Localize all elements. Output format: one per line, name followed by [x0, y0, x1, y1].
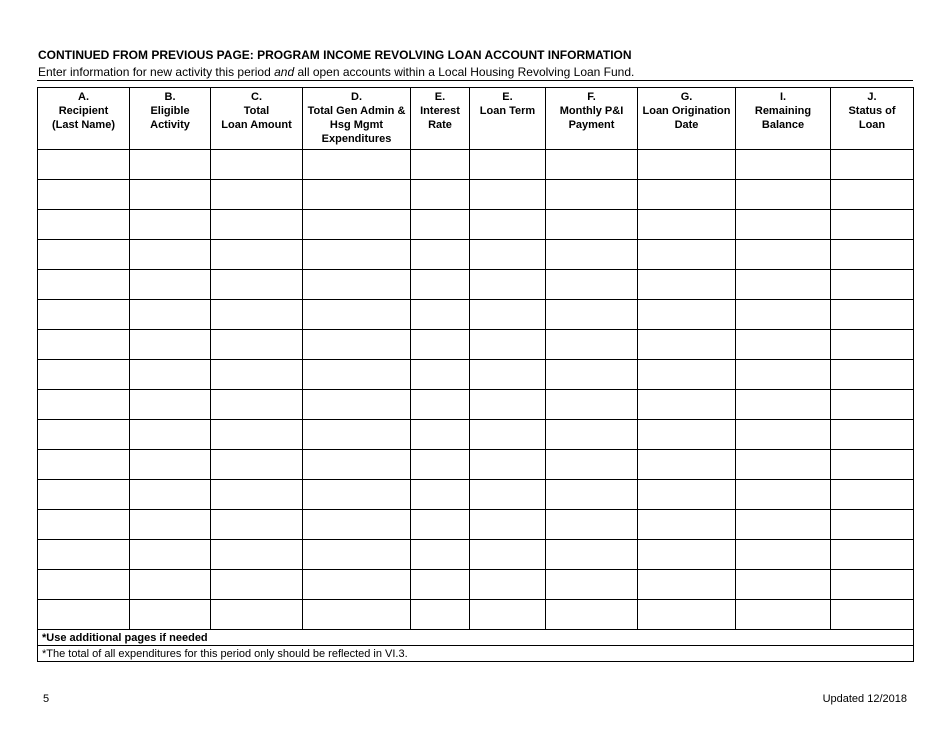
- column-letter: F.: [587, 91, 596, 103]
- table-cell[interactable]: [470, 600, 546, 630]
- table-row: [38, 150, 914, 180]
- table-header-row: [38, 88, 914, 150]
- table-cell[interactable]: [546, 540, 638, 570]
- table-cell[interactable]: [38, 270, 130, 300]
- table-cell[interactable]: [130, 150, 211, 180]
- table-cell[interactable]: [411, 510, 470, 540]
- table-row: [38, 180, 914, 210]
- table-row: [38, 540, 914, 570]
- table-row: [38, 420, 914, 450]
- table-cell[interactable]: [130, 390, 211, 420]
- table-row: [38, 570, 914, 600]
- table-cell[interactable]: [211, 390, 303, 420]
- table-cell[interactable]: [303, 180, 411, 210]
- table-cell[interactable]: [831, 510, 914, 540]
- column-header-eligible-activity: [130, 88, 211, 150]
- table-cell[interactable]: [470, 150, 546, 180]
- instructions-text-start: Enter information for new activity this period: [38, 65, 275, 79]
- table-cell[interactable]: [38, 510, 130, 540]
- table-cell[interactable]: [303, 600, 411, 630]
- column-header-recipient: [38, 88, 130, 150]
- table-cell[interactable]: [470, 420, 546, 450]
- table-cell[interactable]: [831, 390, 914, 420]
- column-letter: C.: [251, 91, 262, 103]
- table-cell[interactable]: [303, 570, 411, 600]
- table-cell[interactable]: [546, 480, 638, 510]
- table-cell[interactable]: [546, 510, 638, 540]
- table-cell[interactable]: [38, 240, 130, 270]
- table-cell[interactable]: [736, 330, 831, 360]
- table-cell[interactable]: [638, 390, 736, 420]
- table-row: [38, 300, 914, 330]
- table-cell[interactable]: [470, 390, 546, 420]
- column-header-monthly-payment: [546, 88, 638, 150]
- table-cell[interactable]: [38, 150, 130, 180]
- updated-date: Updated 12/2018: [822, 693, 907, 705]
- table-cell[interactable]: [211, 420, 303, 450]
- table-cell[interactable]: [831, 330, 914, 360]
- column-header-loan-status: [831, 88, 914, 150]
- table-cell[interactable]: [736, 510, 831, 540]
- table-row: [38, 510, 914, 540]
- page-number: 5: [43, 693, 50, 705]
- table-cell[interactable]: [831, 600, 914, 630]
- table-cell[interactable]: [638, 540, 736, 570]
- table-cell[interactable]: [831, 300, 914, 330]
- table-cell[interactable]: [411, 150, 470, 180]
- table-cell[interactable]: [211, 180, 303, 210]
- page-title: CONTINUED FROM PREVIOUS PAGE: PROGRAM INCOME REVOLVING LOAN ACCOUNT INFORMATION: [38, 48, 632, 62]
- table-cell[interactable]: [831, 450, 914, 480]
- table-cell[interactable]: [130, 330, 211, 360]
- table-cell[interactable]: [211, 240, 303, 270]
- table-cell[interactable]: [211, 330, 303, 360]
- table-cell[interactable]: [211, 210, 303, 240]
- table-cell[interactable]: [411, 300, 470, 330]
- table-cell[interactable]: [130, 510, 211, 540]
- column-label: Loan Origination Date: [642, 105, 731, 131]
- table-cell[interactable]: [736, 210, 831, 240]
- table-cell[interactable]: [546, 570, 638, 600]
- table-cell[interactable]: [470, 210, 546, 240]
- table-cell[interactable]: [638, 570, 736, 600]
- column-label: Status of Loan: [848, 105, 896, 131]
- table-cell[interactable]: [638, 210, 736, 240]
- table-cell[interactable]: [831, 210, 914, 240]
- table-cell[interactable]: [736, 180, 831, 210]
- table-cell[interactable]: [736, 390, 831, 420]
- table-cell[interactable]: [736, 240, 831, 270]
- table-cell[interactable]: [546, 450, 638, 480]
- column-label: Interest Rate: [420, 105, 460, 131]
- table-cell[interactable]: [546, 240, 638, 270]
- table-cell[interactable]: [546, 180, 638, 210]
- table-cell[interactable]: [303, 480, 411, 510]
- table-row: [38, 480, 914, 510]
- table-cell[interactable]: [638, 330, 736, 360]
- table-cell[interactable]: [638, 420, 736, 450]
- table-cell[interactable]: [638, 450, 736, 480]
- table-cell[interactable]: [470, 360, 546, 390]
- table-row: [38, 600, 914, 630]
- table-cell[interactable]: [470, 570, 546, 600]
- table-cell[interactable]: [411, 240, 470, 270]
- table-cell[interactable]: [38, 450, 130, 480]
- table-cell[interactable]: [736, 150, 831, 180]
- table-cell[interactable]: [303, 240, 411, 270]
- table-cell[interactable]: [736, 270, 831, 300]
- table-cell[interactable]: [470, 240, 546, 270]
- table-cell[interactable]: [211, 300, 303, 330]
- table-cell[interactable]: [736, 480, 831, 510]
- table-cell[interactable]: [546, 210, 638, 240]
- table-cell[interactable]: [736, 360, 831, 390]
- table-cell[interactable]: [130, 570, 211, 600]
- table-cell[interactable]: [411, 450, 470, 480]
- table-cell[interactable]: [546, 150, 638, 180]
- table-row: [38, 360, 914, 390]
- table-cell[interactable]: [470, 180, 546, 210]
- table-cell[interactable]: [638, 270, 736, 300]
- table-cell[interactable]: [38, 420, 130, 450]
- column-label: Total Loan Amount: [221, 105, 292, 131]
- table-cell[interactable]: [736, 600, 831, 630]
- table-cell[interactable]: [546, 600, 638, 630]
- table-cell[interactable]: [38, 540, 130, 570]
- table-cell[interactable]: [470, 270, 546, 300]
- table-cell[interactable]: [831, 150, 914, 180]
- table-cell[interactable]: [470, 510, 546, 540]
- table-cell[interactable]: [411, 360, 470, 390]
- table-cell[interactable]: [831, 480, 914, 510]
- table-cell[interactable]: [638, 240, 736, 270]
- table-cell[interactable]: [411, 330, 470, 360]
- table-cell[interactable]: [638, 510, 736, 540]
- table-cell[interactable]: [831, 270, 914, 300]
- instructions-emphasis: and: [274, 65, 295, 79]
- table-cell[interactable]: [303, 150, 411, 180]
- table-cell[interactable]: [470, 300, 546, 330]
- table-cell[interactable]: [411, 390, 470, 420]
- table-cell[interactable]: [38, 210, 130, 240]
- table-cell[interactable]: [130, 270, 211, 300]
- table-cell[interactable]: [736, 300, 831, 330]
- table-cell[interactable]: [211, 270, 303, 300]
- table-row: [38, 330, 914, 360]
- table-cell[interactable]: [831, 180, 914, 210]
- table-cell[interactable]: [130, 420, 211, 450]
- column-letter: B.: [164, 91, 176, 103]
- table-cell[interactable]: [638, 600, 736, 630]
- column-label: Monthly P&I Payment: [559, 105, 624, 131]
- table-cell[interactable]: [211, 510, 303, 540]
- table-row: [38, 390, 914, 420]
- table-cell[interactable]: [303, 360, 411, 390]
- table-cell[interactable]: [546, 420, 638, 450]
- column-label: Total Gen Admin & Hsg Mgmt Expenditures: [307, 105, 406, 145]
- table-cell[interactable]: [470, 450, 546, 480]
- table-cell[interactable]: [130, 600, 211, 630]
- table-cell[interactable]: [831, 570, 914, 600]
- table-cell[interactable]: [303, 270, 411, 300]
- table-cell[interactable]: [411, 420, 470, 450]
- table-cell[interactable]: [736, 420, 831, 450]
- table-cell[interactable]: [546, 270, 638, 300]
- table-cell[interactable]: [411, 270, 470, 300]
- table-row: [38, 210, 914, 240]
- table-cell[interactable]: [546, 390, 638, 420]
- table-cell[interactable]: [211, 570, 303, 600]
- table-note-row: [38, 630, 914, 646]
- table-cell[interactable]: [411, 540, 470, 570]
- table-cell[interactable]: [736, 450, 831, 480]
- table-cell[interactable]: [38, 300, 130, 330]
- table-cell[interactable]: [38, 330, 130, 360]
- additional-pages-note: *Use additional pages if needed: [38, 630, 914, 646]
- table-cell[interactable]: [411, 210, 470, 240]
- table-cell[interactable]: [211, 540, 303, 570]
- table-cell[interactable]: [130, 480, 211, 510]
- table-cell[interactable]: [130, 360, 211, 390]
- column-letter: E.: [434, 91, 446, 103]
- table-cell[interactable]: [38, 390, 130, 420]
- column-letter: J.: [867, 91, 877, 103]
- instructions-text-end: all open accounts within a Local Housing Revolving Loan Fund.: [294, 65, 635, 79]
- table-cell[interactable]: [211, 360, 303, 390]
- instructions-text: [38, 65, 634, 79]
- header-divider: [37, 80, 913, 81]
- table-cell[interactable]: [303, 450, 411, 480]
- table-cell[interactable]: [130, 300, 211, 330]
- table-cell[interactable]: [303, 330, 411, 360]
- table-note-row: [38, 646, 914, 662]
- table-cell[interactable]: [303, 300, 411, 330]
- table-cell[interactable]: [211, 150, 303, 180]
- table-cell[interactable]: [130, 450, 211, 480]
- table-cell[interactable]: [303, 420, 411, 450]
- column-letter: I.: [779, 91, 787, 103]
- expenditures-note: *The total of all expenditures for this period only should be reflected in VI.3.: [38, 646, 914, 662]
- column-header-total-loan-amount: [211, 88, 303, 150]
- table-cell[interactable]: [211, 600, 303, 630]
- table-row: [38, 270, 914, 300]
- table-row: [38, 240, 914, 270]
- table-cell[interactable]: [130, 540, 211, 570]
- column-header-interest-rate: [411, 88, 470, 150]
- table-cell[interactable]: [831, 420, 914, 450]
- table-cell[interactable]: [546, 360, 638, 390]
- table-cell[interactable]: [38, 570, 130, 600]
- table-cell[interactable]: [38, 600, 130, 630]
- table-cell[interactable]: [470, 480, 546, 510]
- table-row: [38, 450, 914, 480]
- table-cell[interactable]: [303, 210, 411, 240]
- table-cell[interactable]: [546, 330, 638, 360]
- table-cell[interactable]: [831, 540, 914, 570]
- table-cell[interactable]: [130, 240, 211, 270]
- table-cell[interactable]: [38, 360, 130, 390]
- table-cell[interactable]: [638, 300, 736, 330]
- table-cell[interactable]: [638, 180, 736, 210]
- table-cell[interactable]: [736, 540, 831, 570]
- column-label: Eligible Activity: [150, 105, 190, 131]
- table-cell[interactable]: [411, 180, 470, 210]
- loan-account-table: [37, 87, 914, 662]
- table-cell[interactable]: [130, 180, 211, 210]
- table-cell[interactable]: [411, 600, 470, 630]
- column-label: Remaining Balance: [754, 105, 812, 131]
- table-cell[interactable]: [831, 360, 914, 390]
- table-cell[interactable]: [303, 510, 411, 540]
- column-letter: D.: [351, 91, 362, 103]
- table-body: [38, 150, 914, 662]
- table-cell[interactable]: [638, 360, 736, 390]
- column-label: Recipient (Last Name): [52, 105, 115, 131]
- table-cell[interactable]: [831, 240, 914, 270]
- table-cell[interactable]: [736, 570, 831, 600]
- table-cell[interactable]: [130, 210, 211, 240]
- table-cell[interactable]: [211, 480, 303, 510]
- column-letter: E.: [502, 91, 513, 103]
- table-cell[interactable]: [638, 150, 736, 180]
- table-cell[interactable]: [411, 570, 470, 600]
- column-label: Loan Term: [479, 105, 536, 117]
- column-header-loan-term: [470, 88, 546, 150]
- table-cell[interactable]: [303, 390, 411, 420]
- table-cell[interactable]: [546, 300, 638, 330]
- column-header-remaining-balance: [736, 88, 831, 150]
- table-cell[interactable]: [211, 450, 303, 480]
- table-cell[interactable]: [303, 540, 411, 570]
- table-cell[interactable]: [470, 330, 546, 360]
- column-header-admin-expenditures: [303, 88, 411, 150]
- table-cell[interactable]: [38, 180, 130, 210]
- column-letter: G.: [680, 91, 693, 103]
- column-header-origination-date: [638, 88, 736, 150]
- column-letter: A.: [78, 91, 89, 103]
- table-cell[interactable]: [38, 480, 130, 510]
- table-cell[interactable]: [470, 540, 546, 570]
- table-cell[interactable]: [411, 480, 470, 510]
- table-cell[interactable]: [638, 480, 736, 510]
